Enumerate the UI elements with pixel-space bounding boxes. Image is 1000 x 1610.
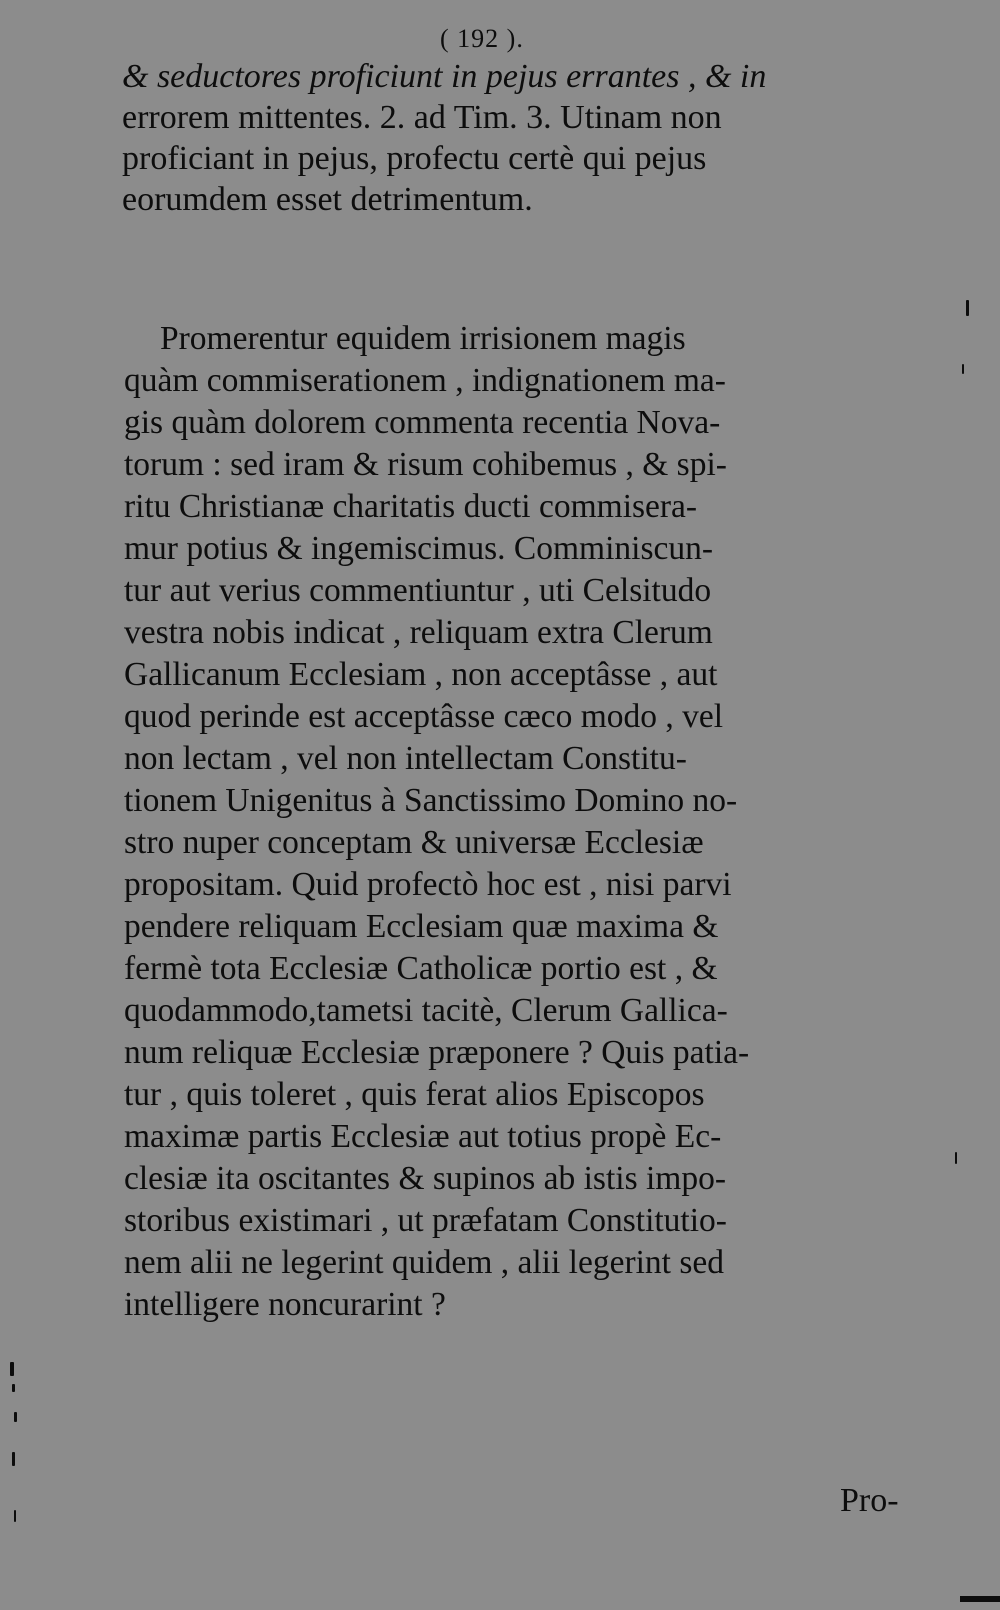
- page-number: ( 192 ).: [440, 24, 524, 53]
- top-paragraph: [122, 56, 902, 220]
- text-line: gis quàm dolorem commenta recentia Nova-: [124, 404, 721, 441]
- text-line: proficiant in pejus, profectu certè qui pejus: [122, 140, 707, 177]
- text-line: storibus existimari , ut præfatam Constitutio-: [124, 1202, 727, 1239]
- text-line: eorumdem esset detrimentum.: [122, 181, 533, 218]
- text-line: stro nuper conceptam & universæ Ecclesiæ: [124, 824, 704, 861]
- text-line: quàm commiserationem , indignationem ma-: [124, 362, 726, 399]
- text-line: mur potius & ingemiscimus. Comminiscun-: [124, 530, 714, 567]
- text-line: non lectam , vel non intellectam Constitu-: [124, 740, 687, 777]
- text-line: num reliquæ Ecclesiæ præponere ? Quis patia-: [124, 1034, 750, 1071]
- text-line: torum : sed iram & risum cohibemus , & spi-: [124, 446, 727, 483]
- text-line: Gallicanum Ecclesiam , non acceptâsse , aut: [124, 656, 718, 693]
- text-line: fermè tota Ecclesiæ Catholicæ portio est , &: [124, 950, 718, 987]
- text-line: vestra nobis indicat , reliquam extra Clerum: [124, 614, 713, 651]
- text-line: propositam. Quid profectò hoc est , nisi parvi: [124, 866, 732, 903]
- scan-speck: [14, 1510, 16, 1522]
- text-line: maximæ partis Ecclesiæ aut totius propè Ec-: [124, 1118, 722, 1155]
- text-line: Promerentur equidem irrisionem magis: [160, 320, 686, 357]
- scan-speck: [966, 300, 969, 316]
- scan-edge-bar: [960, 1596, 1000, 1602]
- text-line: nem alii ne legerint quidem , alii legerint sed: [124, 1244, 725, 1281]
- text-line: clesiæ ita oscitantes & supinos ab istis impo-: [124, 1160, 727, 1197]
- catchword: Pro-: [840, 1482, 899, 1519]
- text-line: intelligere noncurarint ?: [124, 1286, 446, 1323]
- scan-speck: [955, 1152, 957, 1164]
- text-line: tionem Unigenitus à Sanctissimo Domino no-: [124, 782, 738, 819]
- scan-speck: [12, 1384, 15, 1392]
- main-paragraph: [124, 318, 902, 1326]
- text-line: ritu Christianæ charitatis ducti commisera-: [124, 488, 698, 525]
- text-line: & seductores proficiunt in pejus errantes , & in: [122, 58, 767, 95]
- text-line: tur , quis toleret , quis ferat alios Episcopos: [124, 1076, 705, 1113]
- text-line: tur aut verius commentiuntur , uti Celsitudo: [124, 572, 712, 609]
- scan-speck: [10, 1362, 14, 1376]
- text-line: errorem mittentes. 2. ad Tim. 3. Utinam non: [122, 99, 722, 136]
- scan-speck: [962, 364, 964, 374]
- scan-speck: [12, 1452, 15, 1466]
- text-line: pendere reliquam Ecclesiam quæ maxima &: [124, 908, 719, 945]
- scan-speck: [14, 1412, 17, 1422]
- text-line: quodammodo,tametsi tacitè, Clerum Gallica-: [124, 992, 728, 1029]
- text-line: quod perinde est acceptâsse cæco modo , vel: [124, 698, 724, 735]
